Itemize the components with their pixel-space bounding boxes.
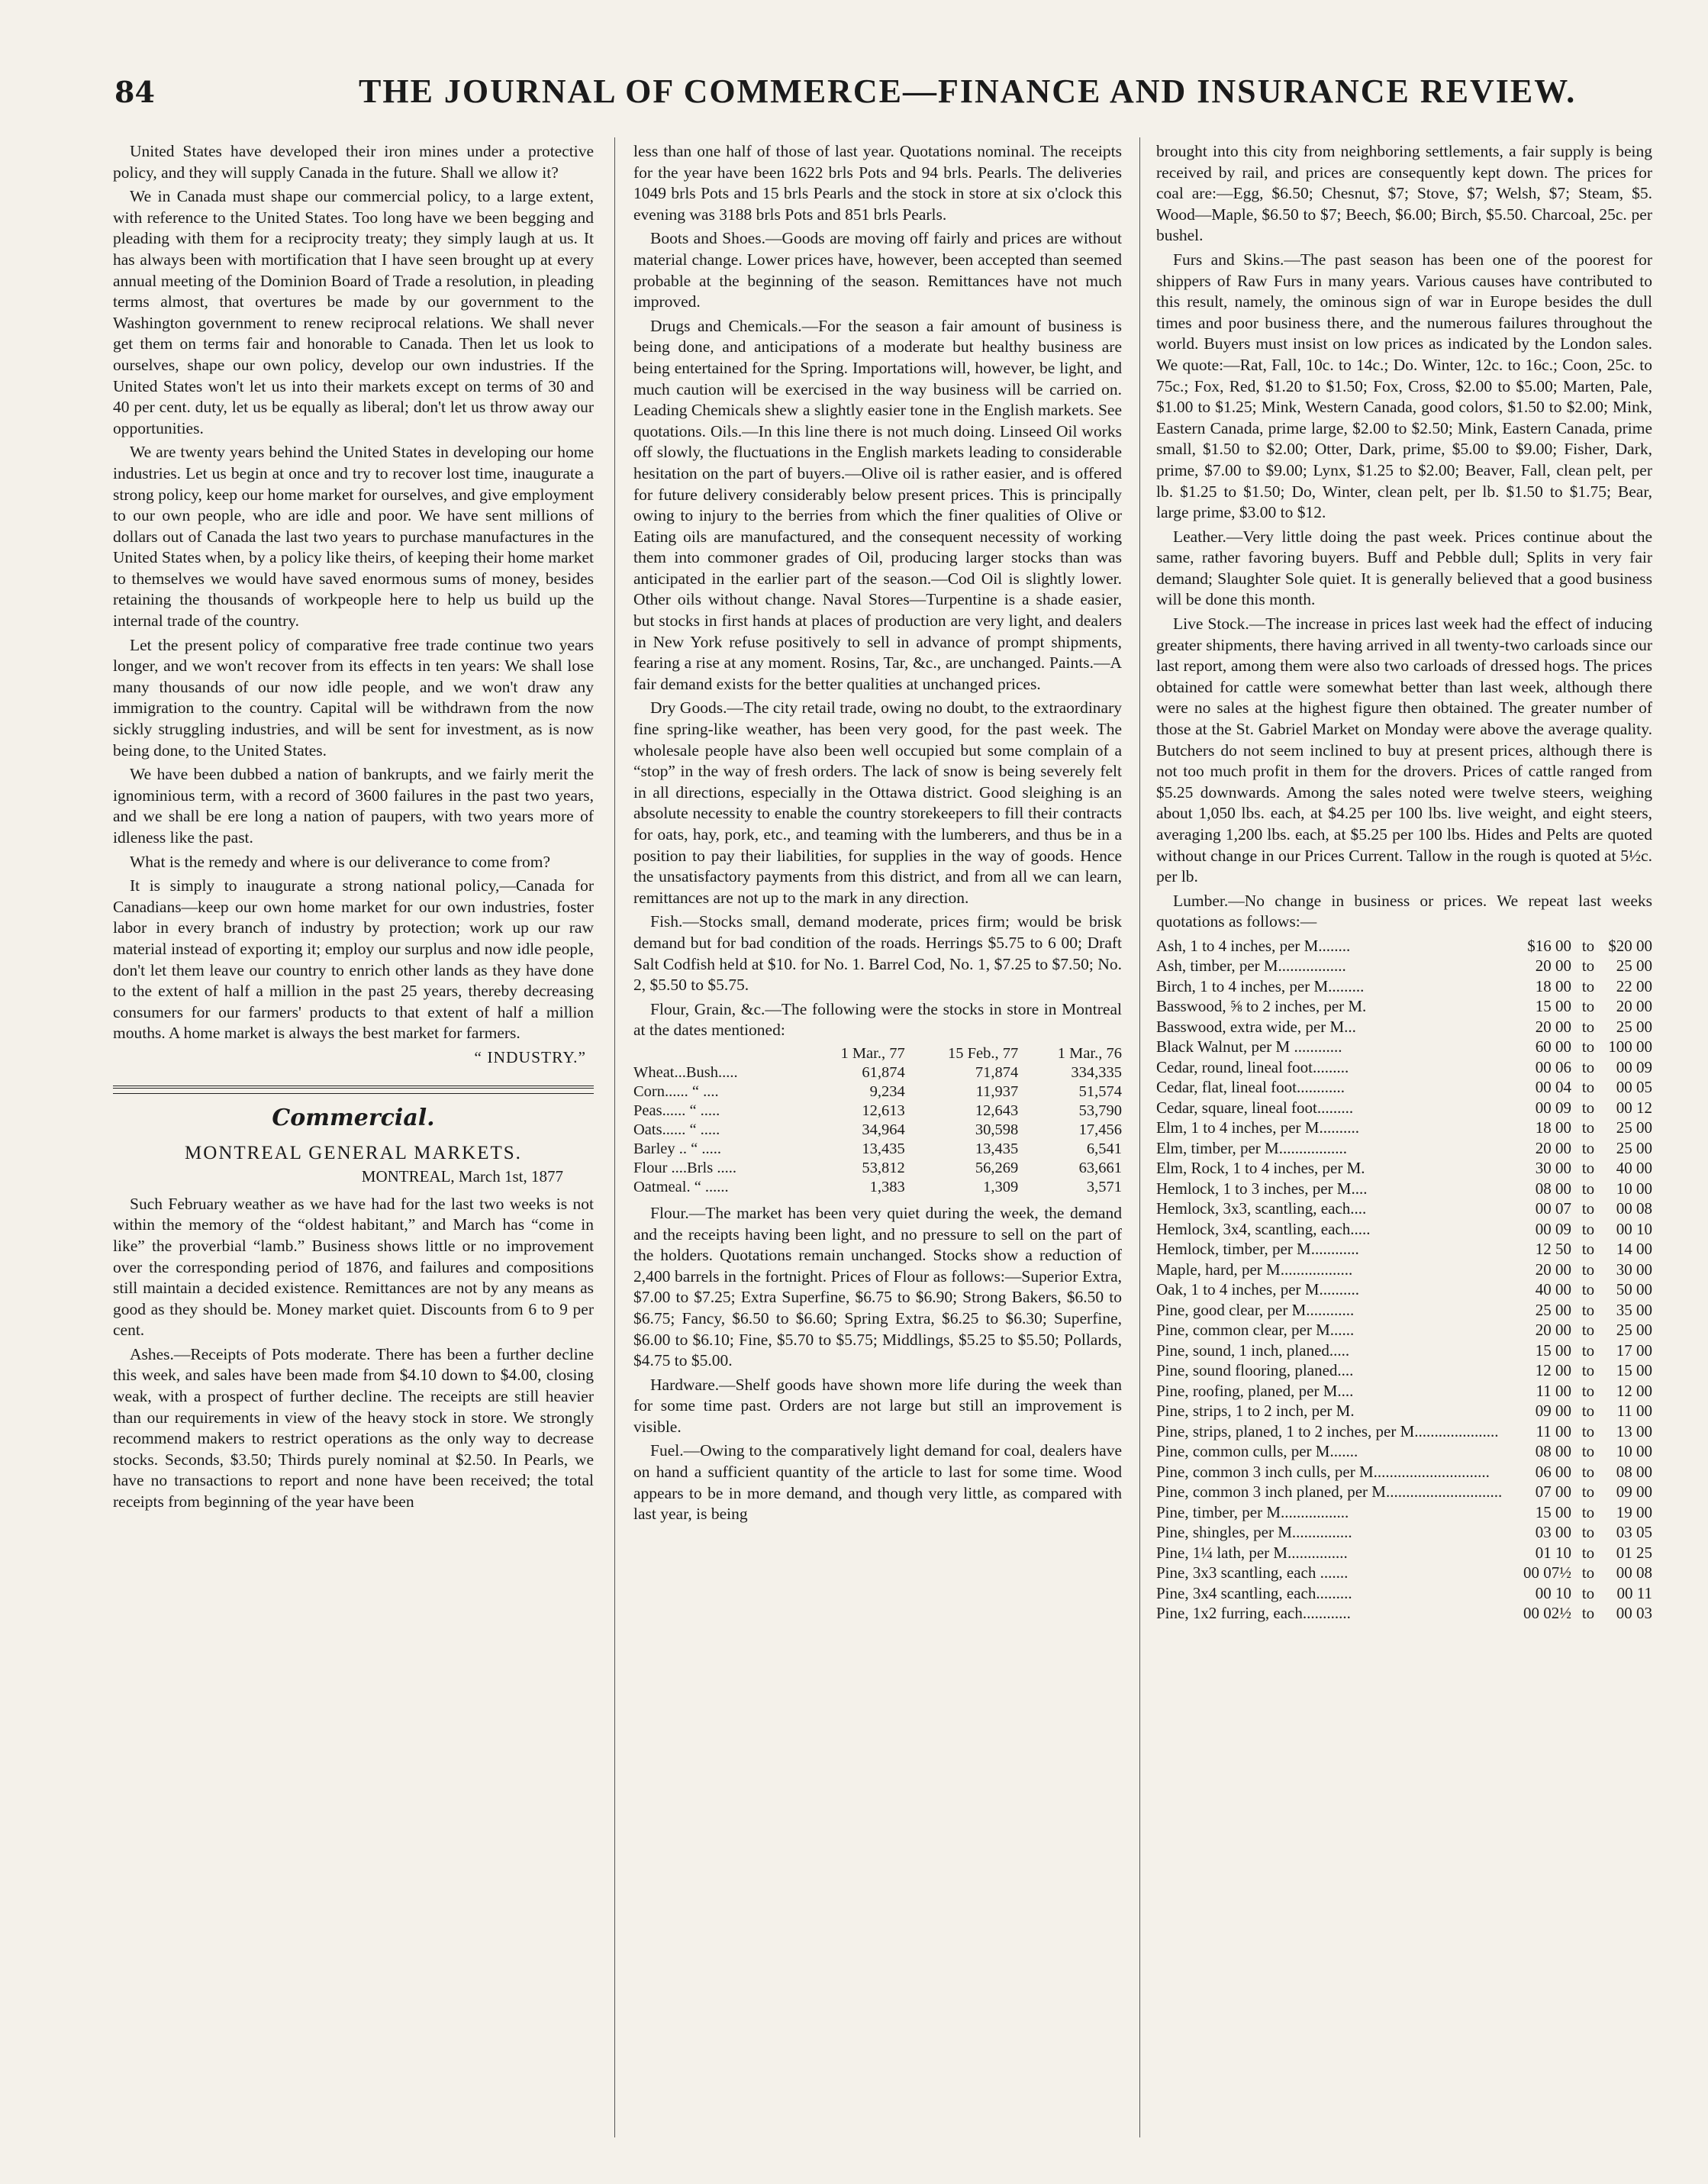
range-separator: to — [1581, 1340, 1595, 1360]
lumber-item: Cedar, square, lineal foot......... — [1156, 1098, 1354, 1117]
paragraph: We in Canada must shape our commercial policy, to a large extent, with reference to the United States. Too long have we been begging and pleading with them for a reciprocity treaty; they simply laugh at us. It has always been with mortification that I have seen brought up at every annual meeting of the Dominion Board of Trade a resolution, in pleading terms almost, that overtures be made by our government to the Washington government to renew reciprocal relations. We shall never get them on terms fair and honorable to Canada. Then let us look to ourselves, shape our own policy, develop our own industries. If the United States won't let us into their markets except on terms of 30 and 40 per cent. duty, let us be equally as liberal; don't let us throw away our opportunities. — [113, 187, 594, 437]
lumber-item: Hemlock, 3x3, scantling, each.... — [1156, 1199, 1367, 1218]
table-cell: 63,661 — [1078, 1159, 1122, 1176]
lumber-item: Ash, 1 to 4 inches, per M........ — [1156, 936, 1351, 955]
table-header-row — [633, 1044, 1122, 1063]
lumber-item: Hemlock, timber, per M............ — [1156, 1240, 1359, 1259]
section-divider — [113, 1086, 594, 1094]
price-cell: 60 00 — [1535, 1037, 1571, 1057]
table-cell: Barley .. “ ..... — [633, 1140, 721, 1157]
table-row — [1156, 1239, 1652, 1260]
price-cell: 20 00 — [1535, 1017, 1571, 1036]
range-separator: to — [1581, 1361, 1595, 1380]
price-cell: 25 00 — [1616, 1118, 1652, 1137]
lumber-item: Ash, timber, per M................. — [1156, 957, 1346, 976]
page-header — [114, 69, 1587, 122]
table-cell: Oats...... “ ..... — [633, 1121, 720, 1138]
paragraph: Flour, Grain, &c.—The following were the stocks in store in Montreal at the dates mentioned: — [633, 999, 1122, 1040]
table-row — [1156, 1198, 1652, 1219]
table-row — [633, 1063, 1122, 1082]
table-row — [1156, 1441, 1652, 1462]
table-cell: 51,574 — [1078, 1082, 1122, 1100]
range-separator: to — [1581, 1280, 1595, 1299]
lumber-item: Pine, common 3 inch planed, per M............................. — [1156, 1482, 1503, 1502]
table-row — [1156, 1158, 1652, 1179]
paragraph: Drugs and Chemicals.—For the season a fair amount of business is being done, and anticipations of a moderate but healthy business are being entertained for the Spring. Importations will, however, be light, and much caution will be exercised in the way business will be carried on. Leading Chemicals shew a slightly easier tone in the English markets. See quotations. Oils.—In this line there is not much doing. Linseed Oil works off slowly, the fluctuations in the English markets leading to considerable hesitation on the part of buyers.—Olive oil is rather easier, and is offered for future delivery considerably below present prices. This is principally owing to injury to the berries from which the finer qualities of Olive or Eating oils are manufactured, and the consequent necessity of working them into commoner grades of Oil, producing larger stocks than was anticipated in the earlier part of the season.—Cod Oil is slightly lower. Other oils without change. Naval Stores—Turpentine is a shade easier, but stocks in first hands at places of production are very light, and dealers in New York refuse positively to sell in advance of prompt shipments, fearing a rise at any moment. Rosins, Tar, &c., are unchanged. Paints.—A fair demand exists for the better qualities at unchanged prices. — [633, 316, 1122, 693]
range-separator: to — [1581, 1057, 1595, 1076]
paragraph: What is the remedy and where is our deliverance to come from? — [130, 852, 551, 871]
page-number: 84 — [114, 75, 155, 109]
price-cell: 50 00 — [1616, 1280, 1652, 1299]
price-cell: 18 00 — [1535, 1118, 1571, 1137]
lumber-item: Pine, 1¼ lath, per M............... — [1156, 1543, 1348, 1562]
range-separator: to — [1581, 1260, 1595, 1279]
price-cell: 03 05 — [1616, 1523, 1652, 1542]
price-cell: 18 00 — [1535, 976, 1571, 995]
market-title: MONTREAL GENERAL MARKETS. — [185, 1142, 522, 1163]
table-cell: Wheat...Bush..... — [633, 1063, 738, 1081]
price-cell: 40 00 — [1535, 1280, 1571, 1299]
table-cell: 1,309 — [983, 1178, 1019, 1195]
price-cell: 01 10 — [1535, 1543, 1571, 1562]
range-separator: to — [1581, 976, 1595, 995]
range-separator: to — [1581, 957, 1595, 976]
range-separator: to — [1581, 1118, 1595, 1137]
table-row — [1156, 1462, 1652, 1482]
price-cell: 00 09 — [1535, 1098, 1571, 1117]
paragraph: Live Stock.—The increase in prices last week had the effect of inducing greater shipments, there having arrived in all twenty-two carloads since our last report, among them were also two carloads of dressed hogs. The prices obtained for cattle were somewhat better than last week, although there were no sales at the highest figure then obtained. The greater number of those at the St. Gabriel Market on Monday were above the average quality. Butchers do not seem inclined to buy at present prices, although there is not too much profit in them for the drovers. Prices of cattle ranged from $5.25 downwards. Among the sales noted were twelve steers, weighing about 1,050 lbs. each, at $4.25 per 100 lbs. live weight, and eight steers, averaging 1,200 lbs. each, at $5.25 per 100 lbs. Hides and Pelts are quoted without change in our Prices Current. Tallow in the rough is quoted at 5½c. per lb. — [1156, 615, 1652, 886]
table-header: 1 Mar., 77 — [840, 1044, 905, 1062]
range-separator: to — [1581, 1300, 1595, 1319]
table-cell: 56,269 — [975, 1159, 1019, 1176]
price-cell: 08 00 — [1616, 1462, 1652, 1481]
lumber-item: Basswood, extra wide, per M... — [1156, 1017, 1356, 1036]
table-row — [1156, 1179, 1652, 1199]
dateline: MONTREAL, March 1st, 1877 — [361, 1167, 563, 1186]
table-cell: 34,964 — [862, 1121, 905, 1138]
lumber-item: Cedar, round, lineal foot......... — [1156, 1057, 1349, 1076]
price-cell: 00 10 — [1535, 1583, 1571, 1602]
range-separator: to — [1581, 997, 1595, 1016]
table-row — [1156, 1077, 1652, 1098]
table-row — [1156, 1603, 1652, 1624]
paragraph: Flour.—The market has been very quiet during the week, the demand and the receipts having been light, and no pressure to sell on the part of the holders. Quotations remain unchanged. Stocks show a reduction of 2,400 barrels in the fortnight. Prices of Flour as follows:—Superior Extra, $7.00 to $7.25; Extra Superfine, $6.75 to $6.90; Strong Bakers, $6.50 to $6.75; Fancy, $6.50 to $6.60; Spring Extra, $6.25 to $6.30; Superfine, $6.00 to $6.10; Fine, $5.70 to $5.75; Middlings, $5.25 to $5.50; Pollards, $4.75 to $5.00. — [633, 1203, 1122, 1370]
price-cell: 40 00 — [1616, 1159, 1652, 1178]
table-row — [1156, 1017, 1652, 1037]
range-separator: to — [1581, 1482, 1595, 1502]
paragraph: Lumber.—No change in business or prices. We repeat last weeks quotations as follows:— — [1156, 891, 1652, 931]
table-row — [633, 1102, 1122, 1121]
price-cell: 00 12 — [1616, 1098, 1652, 1117]
table-row — [633, 1159, 1122, 1178]
paragraph: It is simply to inaugurate a strong national policy,—Canada for Canadians—keep our own home market for our own industries, foster labor in every branch of industry by protection; work up our raw material instead of exporting it; employ our surplus and now idle people, don't let them leave our country to enrich other lands as they have done to the extent of half a million in the past 25 years, thereby decreasing consumers for our farmers' products to that extent of half a million mouths. A home market is always the best market for farmers. — [113, 876, 594, 1043]
table-header — [633, 1044, 801, 1063]
price-cell: 09 00 — [1535, 1402, 1571, 1421]
table-cell: Corn...... “ .... — [633, 1082, 719, 1100]
price-cell: 10 00 — [1616, 1179, 1652, 1198]
price-cell: 08 00 — [1535, 1442, 1571, 1461]
range-separator: to — [1581, 1240, 1595, 1259]
paragraph: Boots and Shoes.—Goods are moving off fairly and prices are without material change. Lower prices have, however, been accepted than seemed probable at the beginning of the season. Remittances have not much improved. — [633, 229, 1122, 311]
lumber-item: Elm, timber, per M................. — [1156, 1138, 1347, 1157]
price-cell: 03 00 — [1535, 1523, 1571, 1542]
price-cell: 00 02½ — [1523, 1604, 1571, 1623]
paragraph: Fish.—Stocks small, demand moderate, prices firm; would be brisk demand but for bad condition of the roads. Herrings $5.75 to 6 00; Draft Salt Codfish held at $10. for No. 1. Barrel Cod, No. 1, $7.25 to $7.50; No. 2, $5.50 to $5.75. — [633, 912, 1122, 995]
lumber-item: Pine, sound, 1 inch, planed..... — [1156, 1340, 1350, 1360]
paragraph: Hardware.—Shelf goods have shown more life during the week than for some time past. Orders are not large but still an improvement is visible. — [633, 1375, 1122, 1436]
price-cell: 06 00 — [1535, 1462, 1571, 1481]
price-cell: 00 05 — [1616, 1078, 1652, 1097]
table-header: 15 Feb., 77 — [948, 1044, 1019, 1062]
lumber-item: Birch, 1 to 4 inches, per M......... — [1156, 976, 1365, 995]
range-separator: to — [1581, 1502, 1595, 1521]
table-cell: 12,643 — [975, 1102, 1019, 1119]
lumber-item: Hemlock, 3x4, scantling, each..... — [1156, 1219, 1371, 1238]
price-cell: 11 00 — [1536, 1381, 1571, 1400]
price-cell: 20 00 — [1535, 1321, 1571, 1340]
table-row — [1156, 956, 1652, 976]
paragraph: We have been dubbed a nation of bankrupts, and we fairly merit the ignominious term, with a record of 3600 failures in the past two years, and we shall be ere long a nation of paupers, with two years more of idleness like the past. — [113, 765, 594, 847]
lumber-item: Pine, sound flooring, planed.... — [1156, 1361, 1354, 1380]
table-row — [1156, 1098, 1652, 1118]
price-cell: 12 00 — [1535, 1361, 1571, 1380]
range-separator: to — [1581, 1402, 1595, 1421]
table-row — [1156, 1543, 1652, 1563]
table-row — [1156, 1421, 1652, 1442]
range-separator: to — [1581, 1219, 1595, 1238]
table-row — [1156, 996, 1652, 1017]
range-separator: to — [1581, 1098, 1595, 1117]
paragraph: Let the present policy of comparative free trade continue two years longer, and we won't recover from its effects in ten years: We shall lose many thousands of our now idle people, and we won't draw any immigration to the country. Capital will be withdrawn from the now sickly struggling industries, and will be sent for investment, as is now being done, to the United States. — [113, 635, 594, 760]
lumber-item: Oak, 1 to 4 inches, per M.......... — [1156, 1280, 1359, 1299]
range-separator: to — [1581, 1462, 1595, 1481]
range-separator: to — [1581, 1159, 1595, 1178]
table-cell: 13,435 — [862, 1140, 905, 1157]
lumber-item: Pine, common clear, per M...... — [1156, 1321, 1355, 1340]
lumber-item: Pine, strips, planed, 1 to 2 inches, per M..................... — [1156, 1421, 1499, 1440]
table-cell: 1,383 — [869, 1178, 905, 1195]
price-cell: 11 00 — [1616, 1402, 1652, 1421]
price-cell: 00 07½ — [1523, 1563, 1571, 1582]
range-separator: to — [1581, 1321, 1595, 1340]
price-cell: 10 00 — [1616, 1442, 1652, 1461]
table-row — [1156, 1300, 1652, 1321]
paragraph: Furs and Skins.—The past season has been one of the poorest for shippers of Raw Furs in many years. Various causes have contributed to this result, namely, the ominous sign of war in Europe besides the dull times and poor business there, and the numerous failures throughout the world. Buyers must insist on low prices as indicated by the London sales. We quote:—Rat, Fall, 10c. to 14c.; Do. Winter, 12c. to 16c.; Coon, 25c. to 75c.; Fox, Red, $1.20 to $1.50; Fox, Cross, $2.00 to $5.00; Marten, Pale, $1.00 to $1.25; Mink, Western Canada, good colors, $1.50 to $2.00; Mink, Eastern Canada, prime large, $2.00 to $2.50; Mink, Eastern Canada, prime small, $1.50 to $2.00; Otter, Dark, prime, $5.00 to $9.00; Fisher, Dark, prime, $7.00 to $9.00; Lynx, $1.25 to $2.00; Beaver, Fall, clean pelt, per lb. $1.25 to $1.50; Do, Winter, clean pelt, per lb. $1.50 to $1.75; Bear, large prime, $3.00 to $12. — [1156, 250, 1652, 522]
price-cell: 00 10 — [1616, 1219, 1652, 1238]
price-cell: 20 00 — [1535, 957, 1571, 976]
price-cell: 00 08 — [1616, 1199, 1652, 1218]
price-cell: 07 00 — [1535, 1482, 1571, 1502]
price-cell: 25 00 — [1616, 1138, 1652, 1157]
price-cell: 11 00 — [1536, 1421, 1571, 1440]
column-divider — [614, 137, 615, 2137]
table-cell: 71,874 — [975, 1063, 1019, 1081]
price-cell: $20 00 — [1608, 936, 1652, 955]
price-cell: 19 00 — [1616, 1502, 1652, 1521]
table-cell: 30,598 — [975, 1121, 1019, 1138]
lumber-item: Maple, hard, per M.................. — [1156, 1260, 1353, 1279]
price-cell: 01 25 — [1616, 1543, 1652, 1562]
lumber-item: Pine, 3x4 scantling, each......... — [1156, 1583, 1352, 1602]
table-row — [1156, 976, 1652, 997]
price-cell: 15 00 — [1535, 1502, 1571, 1521]
price-cell: 00 09 — [1616, 1057, 1652, 1076]
range-separator: to — [1581, 1179, 1595, 1198]
price-cell: 15 00 — [1616, 1361, 1652, 1380]
range-separator: to — [1581, 1037, 1595, 1057]
table-row — [633, 1140, 1122, 1159]
lumber-item: Pine, roofing, planed, per M.... — [1156, 1381, 1354, 1400]
price-cell: 00 03 — [1616, 1604, 1652, 1623]
paragraph: Fuel.—Owing to the comparatively light demand for coal, dealers have on hand a sufficient quantity of the article to last for some time. Wood appears to be in more demand, and though very little, as compared with last year, is being — [633, 1441, 1122, 1524]
table-row — [1156, 1522, 1652, 1543]
price-cell: 25 00 — [1535, 1300, 1571, 1319]
table-row — [1156, 1118, 1652, 1138]
table-cell: 61,874 — [862, 1063, 905, 1081]
column-1 — [113, 141, 594, 2126]
price-cell: 25 00 — [1616, 957, 1652, 976]
price-cell: 00 07 — [1535, 1199, 1571, 1218]
section-heading: Commercial. — [272, 1104, 435, 1131]
table-row — [633, 1178, 1122, 1197]
paragraph: Leather.—Very little doing the past week. Prices continue about the same, rather favoring buyers. Buff and Pebble dull; Splits in very fair demand; Slaughter Sole quiet. It is generally believed that a good business will be done this month. — [1156, 527, 1652, 609]
paragraph: Ashes.—Receipts of Pots moderate. There has been a further decline this week, and sales have been made from $4.10 down to $4.00, closing weak, with a prospect of further decline. The receipts are still heavier than our requirements in view of the heavy stock in store. We strongly recommend makers to restrict operations as the only way to decrease stocks. Seconds, $3.50; Thirds purely nominal at $2.50. In Pearls, we have no transactions to report and none have been received; the total receipts from beginning of the year have been — [113, 1344, 594, 1511]
paragraph: We are twenty years behind the United States in developing our home industries. Let us begin at once and try to recover lost time, inaugurate a strong policy, keep our home market for ourselves, and give employment to our own people, who are idle and poor. We have sent millions of dollars out of Canada the last two years to purchase manufactures in the United States when, by a policy like theirs, of keeping their home market to themselves we would have saved enormous sums of money, besides retaining the thousands of workpeople here to help us build up the internal trade of the country. — [113, 443, 594, 631]
lumber-item: Pine, common culls, per M....... — [1156, 1442, 1358, 1461]
table-row — [1156, 1219, 1652, 1240]
range-separator: to — [1581, 1381, 1595, 1400]
column-3 — [1156, 141, 1652, 2126]
lumber-item: Elm, Rock, 1 to 4 inches, per M. — [1156, 1159, 1365, 1178]
lumber-item: Pine, common 3 inch culls, per M............................. — [1156, 1462, 1490, 1481]
range-separator: to — [1581, 1604, 1595, 1623]
lumber-item: Pine, 1x2 furring, each............ — [1156, 1604, 1351, 1623]
table-row — [1156, 936, 1652, 957]
price-cell: 100 00 — [1608, 1037, 1652, 1057]
lumber-item: Basswood, ⅝ to 2 inches, per M. — [1156, 997, 1367, 1016]
price-cell: 30 00 — [1616, 1260, 1652, 1279]
price-cell: 22 00 — [1616, 976, 1652, 995]
price-cell: 35 00 — [1616, 1300, 1652, 1319]
signature: “ INDUSTRY.” — [474, 1047, 586, 1066]
range-separator: to — [1581, 1078, 1595, 1097]
lumber-item: Hemlock, 1 to 3 inches, per M.... — [1156, 1179, 1368, 1198]
grain-stock-table — [633, 1044, 1122, 1197]
lumber-item: Cedar, flat, lineal foot............ — [1156, 1078, 1345, 1097]
table-row — [1156, 1482, 1652, 1502]
table-row — [1156, 1381, 1652, 1402]
lumber-item: Pine, timber, per M................. — [1156, 1502, 1349, 1521]
price-cell: 20 00 — [1616, 997, 1652, 1016]
price-cell: 12 50 — [1535, 1240, 1571, 1259]
range-separator: to — [1581, 1563, 1595, 1582]
lumber-item: Pine, shingles, per M............... — [1156, 1523, 1352, 1542]
journal-title: THE JOURNAL OF COMMERCE—FINANCE AND INSURANCE REVIEW. — [359, 73, 1577, 110]
range-separator: to — [1581, 1583, 1595, 1602]
paragraph: Dry Goods.—The city retail trade, owing no doubt, to the extraordinary fine spring-like weather, has been very good, for the past week. The wholesale people have also been well occupied but some complain of a “stop” in the way of fresh orders. The lack of snow is being severely felt in all directions, especially in the Ottawa district. Good sleighing is an absolute necessity to enable the country storekeepers to fill their contracts for oats, hay, pork, etc., and teaming with the lumberers, and thus be in a position to pay their liabilities, for supplies in the way of goods. Hence the unsatisfactory payments from this district, and from all we can learn, remittances are not up to the mark in any direction. — [633, 698, 1122, 907]
table-cell: 3,571 — [1086, 1178, 1122, 1195]
column-divider — [1139, 137, 1140, 2137]
range-separator: to — [1581, 1543, 1595, 1562]
price-cell: 20 00 — [1535, 1260, 1571, 1279]
price-cell: 20 00 — [1535, 1138, 1571, 1157]
price-cell: 12 00 — [1616, 1381, 1652, 1400]
lumber-price-table — [1156, 936, 1652, 1624]
price-cell: 25 00 — [1616, 1017, 1652, 1036]
paragraph: Such February weather as we have had for the last two weeks is not within the memory of the “oldest habitant,” and March has “come in like” the proverbial “lamb.” Business shows little or no improvement over the corresponding period of 1876, and failures and compositions still maintain a decided existence. Remittances are not by any means as good as they should be. Money market quiet. Discounts from 6 to 9 per cent. — [113, 1194, 594, 1340]
table-row — [1156, 1279, 1652, 1300]
price-cell: 15 00 — [1535, 1340, 1571, 1360]
table-row — [1156, 1502, 1652, 1523]
table-row — [633, 1121, 1122, 1140]
table-cell: 13,435 — [975, 1140, 1019, 1157]
table-row — [633, 1082, 1122, 1102]
table-cell: 12,613 — [862, 1102, 905, 1119]
price-cell: $16 00 — [1527, 936, 1571, 955]
lumber-item: Pine, 3x3 scantling, each ....... — [1156, 1563, 1349, 1582]
range-separator: to — [1581, 936, 1595, 955]
range-separator: to — [1581, 1138, 1595, 1157]
price-cell: 13 00 — [1616, 1421, 1652, 1440]
price-cell: 00 08 — [1616, 1563, 1652, 1582]
table-cell: 334,335 — [1071, 1063, 1122, 1081]
price-cell: 25 00 — [1616, 1321, 1652, 1340]
table-cell: 53,790 — [1078, 1102, 1122, 1119]
price-cell: 00 04 — [1535, 1078, 1571, 1097]
range-separator: to — [1581, 1421, 1595, 1440]
paragraph: brought into this city from neighboring settlements, a fair supply is being received by rail, and prices are consequently kept down. The prices for coal are:—Egg, $6.50; Chesnut, $7; Stove, $7; Welsh, $7; Steam, $5. Wood—Maple, $6.50 to $7; Beech, $6.00; Birch, $5.50. Charcoal, 25c. per bushel. — [1156, 142, 1652, 245]
price-cell: 00 09 — [1535, 1219, 1571, 1238]
table-header: 1 Mar., 76 — [1057, 1044, 1122, 1062]
price-cell: 30 00 — [1535, 1159, 1571, 1178]
table-row — [1156, 1320, 1652, 1340]
table-cell: 9,234 — [869, 1082, 905, 1100]
range-separator: to — [1581, 1017, 1595, 1036]
price-cell: 08 00 — [1535, 1179, 1571, 1198]
price-cell: 14 00 — [1616, 1240, 1652, 1259]
table-cell: 17,456 — [1078, 1121, 1122, 1138]
range-separator: to — [1581, 1523, 1595, 1542]
table-row — [1156, 1563, 1652, 1583]
paragraph: United States have developed their iron mines under a protective policy, and they will supply Canada in the future. Shall we allow it? — [113, 142, 594, 182]
table-cell: Flour ....Brls ..... — [633, 1159, 736, 1176]
price-cell: 15 00 — [1535, 997, 1571, 1016]
table-row — [1156, 1360, 1652, 1381]
table-row — [1156, 1583, 1652, 1604]
lumber-item: Elm, 1 to 4 inches, per M.......... — [1156, 1118, 1359, 1137]
table-cell: 53,812 — [862, 1159, 905, 1176]
range-separator: to — [1581, 1442, 1595, 1461]
lumber-item: Black Walnut, per M ............ — [1156, 1037, 1342, 1057]
table-row — [1156, 1260, 1652, 1280]
table-cell: 6,541 — [1086, 1140, 1122, 1157]
price-cell: 09 00 — [1616, 1482, 1652, 1502]
lumber-item: Pine, good clear, per M............ — [1156, 1300, 1355, 1319]
table-row — [1156, 1340, 1652, 1361]
table-cell: 11,937 — [975, 1082, 1019, 1100]
lumber-item: Pine, strips, 1 to 2 inch, per M. — [1156, 1402, 1355, 1421]
range-separator: to — [1581, 1199, 1595, 1218]
column-2 — [633, 141, 1122, 2126]
table-cell: Oatmeal. “ ...... — [633, 1178, 729, 1195]
table-cell: Peas...... “ ..... — [633, 1102, 720, 1119]
paragraph: less than one half of those of last year. Quotations nominal. The receipts for the year have been 1622 brls Pots and 94 brls. Pearls. The deliveries 1049 brls Pots and 15 brls Pearls and the stock in store at six o'clock this evening was 3188 brls Pots and 851 brls Pearls. — [633, 142, 1122, 224]
price-cell: 00 11 — [1616, 1583, 1652, 1602]
table-row — [1156, 1057, 1652, 1078]
table-row — [1156, 1037, 1652, 1057]
table-row — [1156, 1401, 1652, 1421]
price-cell: 00 06 — [1535, 1057, 1571, 1076]
price-cell: 17 00 — [1616, 1340, 1652, 1360]
table-row — [1156, 1138, 1652, 1159]
